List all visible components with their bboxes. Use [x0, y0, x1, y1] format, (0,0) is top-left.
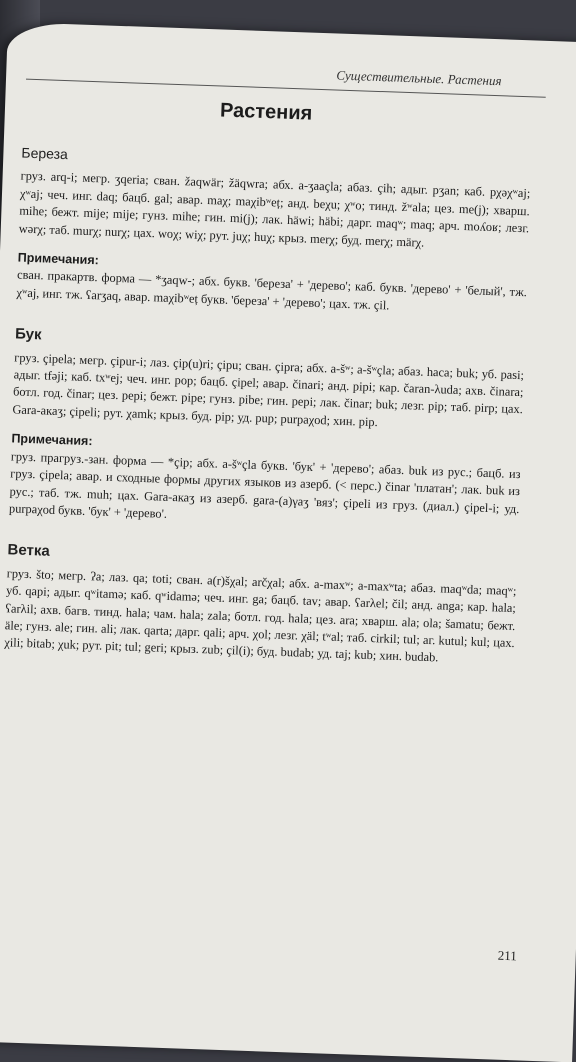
entry-text: груз. çipela; мегр. çipur-i; лаз. çip(u)ri; çipu; сван. çipra; абх. a-šʷ; a-šʷçla; абаз. haca; buk; уб. pasi; адыг. tfəji; каб. txʷej; чеч. инг. pop; бацб. çipel; авар. činari; анд. pipi; кар. čaran-λuda; ахв. činara; ботл. год. činar; цез. pepi; бежт. pipe; гунз. pibe; гин. pepi; лак. činar; buk; лезг. pip; таб. pirp; цах. Gara-акаʒ; çipeli; рут. χamk; крыз. буд. pip; уд. pup; purpaχod; хин. pip. — [12, 350, 525, 430]
running-head: Существительные. Растения — [336, 67, 502, 89]
notes-text: груз. прагруз.-зан. форма — *çip; абх. a-šʷçla букв. 'бук' + 'дерево'; абаз. buk из рус.; бацб. из груз. çipela; авар. и сходные формы других языков из азерб. (< перс.) činar 'платан'; лак. buk из рус.; таб. тж. muh; цах. Gara-акаʒ из азерб. gara-(a)γaʒ 'вяз'; çipeli из груз. (диал.) çipel-i; уд. purpaχod букв. 'бук' + 'дерево'. — [8, 449, 521, 521]
notes-title: Примечания: — [11, 431, 93, 449]
section-heading: Береза — [21, 144, 69, 163]
entry-text: груз. što; мегр. ʔa; лаз. qa; toti; сван. a(r)šχal; arčχal; абх. a-maxʷ; a-maxʷta; абаз. maqʷda; maqʷ; уб. qapi; адыг. qʷitamə; каб. qʷidamə; чеч. инг. ga; бацб. tav; авар. ʕarλel; čil; анд. anga; кар. hala; ʕarλil; ахв. багв. тинд. hala; чам. hala; zala; ботл. год. hala; цез. ara; хварш. ala; ola; šamatu; бежт. äle; гунз. ale; гин. ali; лак. qarta; дарг. qali; арч. χol; лезг. χäl; tʷal; таб. cirkil; tul; аг. kutul; kul; цах. χili; bitab; χuk; рут. pit; tul; geri; крыз. zub; çil(i); буд. budab; уд. taj; kub; хин. budab. — [4, 566, 517, 665]
book-page — [0, 22, 576, 1062]
section-buk — [9, 326, 525, 536]
notes-text: сван. пракартв. форма — *ʒaqw-; абх. букв. 'береза' + 'дерево'; каб. букв. 'дерево' + 'белый', тж. χʷaj, инг. тж. ʕarʒaq, авар. maχibʷeț букв. 'береза' + 'дерево'; цах. тж. çil. — [16, 267, 528, 313]
section-heading: Ветка — [7, 541, 51, 561]
notes-title: Примечания: — [17, 250, 100, 268]
page-content — [3, 145, 531, 694]
page-number: 211 — [497, 947, 518, 964]
entry-text: груз. arq-i; мегр. ʒqeria; сван. žaqwär; žäqwra; абх. a-ʒaaçla; абаз. çih; адыг. pʒan; каб. pχəχʷaj; χʷaj; чеч. инг. daq; бацб. gal; авар. maχ; maχibʷeț; анд. beχu; χʷo; тинд. žʷala; цез. me(j); хварш. mihe; бежт. mije; mije; гунз. mihe; гин. mi(j); лак. häwi; häbi; дарг. maqʷ; maq; арч. moʎoʁ; лезг. wərχ; таб. murχ; nurχ; цах. woχ; wiχ; рут. juχ; huχ; крыз. merχ; буд. merχ; märχ. — [18, 168, 531, 250]
section-heading: Бук — [14, 325, 42, 344]
section-vetka — [4, 542, 518, 670]
page-title: Растения — [219, 99, 313, 125]
section-bereza — [16, 145, 531, 320]
